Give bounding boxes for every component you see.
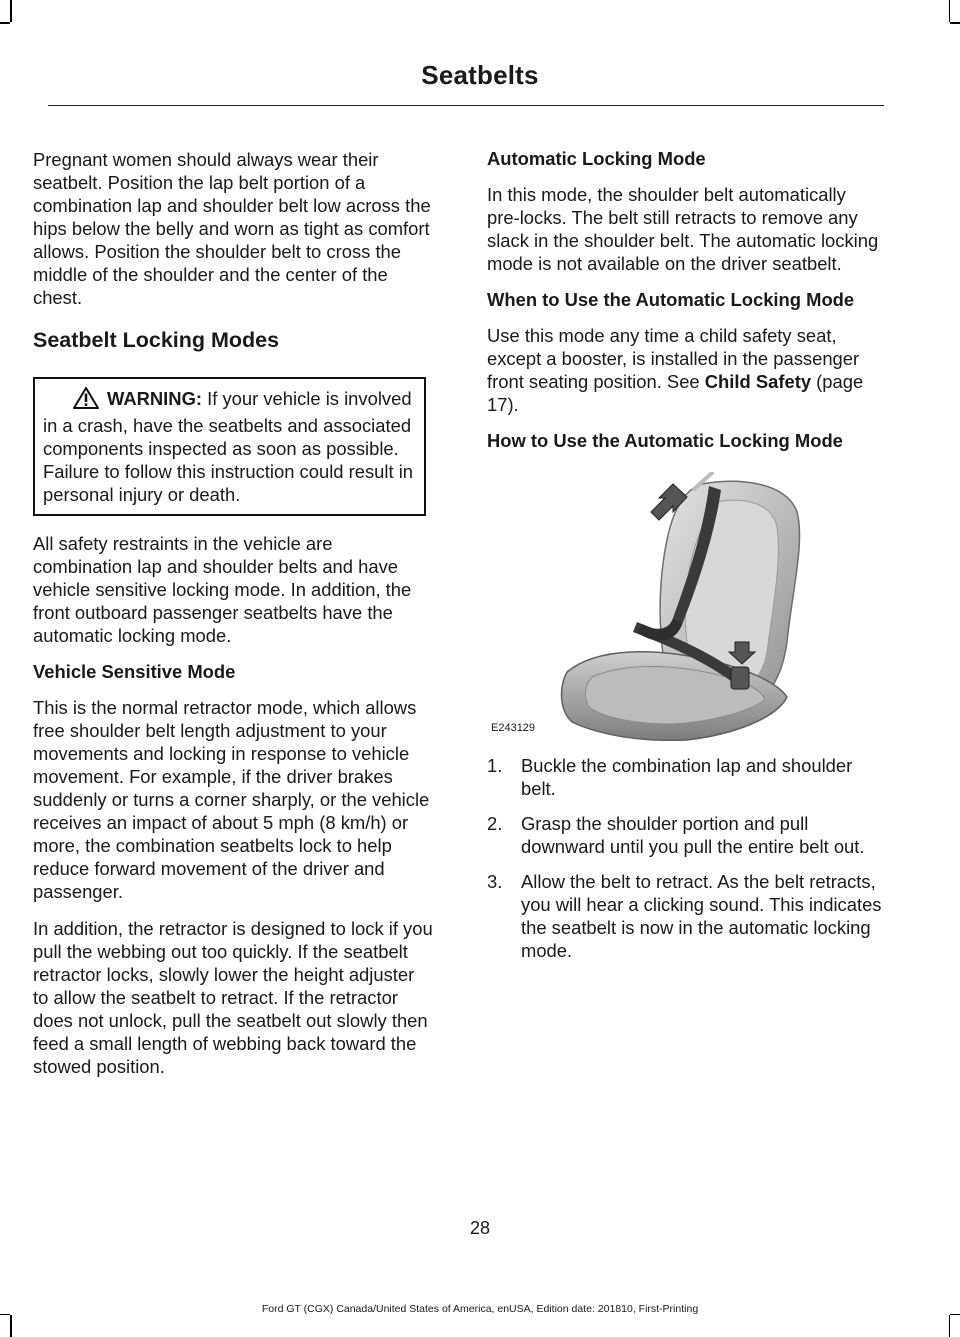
crop-mark	[950, 22, 960, 24]
list-item: 2. Grasp the shoulder portion and pull downward until you pull the entire belt out.	[487, 813, 865, 857]
vsm-heading: Vehicle Sensitive Mode	[33, 661, 236, 682]
steps-list	[487, 754, 882, 962]
when-heading: When to Use the Automatic Locking Mode	[487, 289, 855, 310]
crop-mark	[10, 1315, 12, 1337]
left-column	[33, 148, 433, 1092]
page-title: Seatbelts	[421, 60, 539, 90]
right-column	[487, 148, 882, 974]
section-title: Seatbelt Locking Modes	[33, 328, 280, 352]
intro-paragraph: Pregnant women should always wear their seatbelt. Position the lap belt portion of a combination lap and shoulder belt low across the hips below the belly and worn as tight as comfort allows. Position the shoulder belt to cross the middle of the shoulder and the center of the chest.	[33, 149, 431, 308]
list-item: 3. Allow the belt to retract. As the belt retracts, you will hear a clicking sound. This indicates the seatbelt is now in the automatic locking mode.	[487, 871, 882, 961]
crop-mark	[949, 0, 951, 22]
child-safety-link[interactable]: Child Safety	[704, 371, 812, 392]
vsm-paragraph-1: This is the normal retractor mode, which allows free shoulder belt length adjustment to your movements and locking in response to vehicle movement. For example, if the driver brakes suddenly or turns a corner sharply, or the vehicle receives an impact of about 5 mph (8 km/h) or more, the combination seatbelts lock to help reduce forward movement of the driver and passenger.	[33, 697, 430, 902]
warning-label: WARNING:	[107, 388, 203, 409]
crop-mark	[10, 0, 12, 22]
list-item: 1. Buckle the combination lap and shoulder belt.	[487, 755, 853, 799]
warning-triangle-icon	[73, 387, 99, 414]
alm-paragraph: In this mode, the shoulder belt automatically pre-locks. The belt still retracts to remove any slack in the shoulder belt. The automatic locking mode is not available on the driver seatbelt.	[487, 184, 879, 274]
when-paragraph: Use this mode any time a child safety seat, except a booster, is installed in the passenger front seating position. See Child Safety (page 17).	[487, 325, 864, 415]
seatbelt-illustration	[487, 472, 882, 742]
crop-mark	[949, 1315, 951, 1337]
warning-box	[33, 377, 426, 516]
page-number: 28	[469, 1218, 491, 1238]
seat-with-belt-illustration	[487, 472, 882, 742]
vsm-paragraph-2: In addition, the retractor is designed to lock if you pull the webbing out too quickly. If the seatbelt retractor locks, slowly lower the height adjuster to allow the seatbelt to retract. If the retractor does not unlock, pull the seatbelt out slowly then feed a small length of webbing back toward the stowed position.	[33, 918, 433, 1077]
restraints-paragraph: All safety restraints in the vehicle are combination lap and shoulder belts and have vehicle sensitive locking mode. In addition, the front outboard passenger seatbelts have the automatic locking mode.	[33, 533, 412, 646]
crop-mark	[0, 22, 10, 24]
footer-text: Ford GT (CGX) Canada/United States of America, enUSA, Edition date: 201810, First-Printing	[261, 1303, 699, 1315]
warning-text: If your vehicle is involved in a crash, have the seatbelts and associated components inspected as soon as possible. Failure to follow this instruction could result in personal injury or death.	[43, 388, 414, 505]
how-heading: How to Use the Automatic Locking Mode	[487, 430, 843, 451]
warning-paragraph	[43, 387, 416, 506]
alm-heading: Automatic Locking Mode	[487, 148, 706, 169]
figure-id: E243129	[491, 722, 536, 734]
header-divider	[48, 105, 884, 106]
